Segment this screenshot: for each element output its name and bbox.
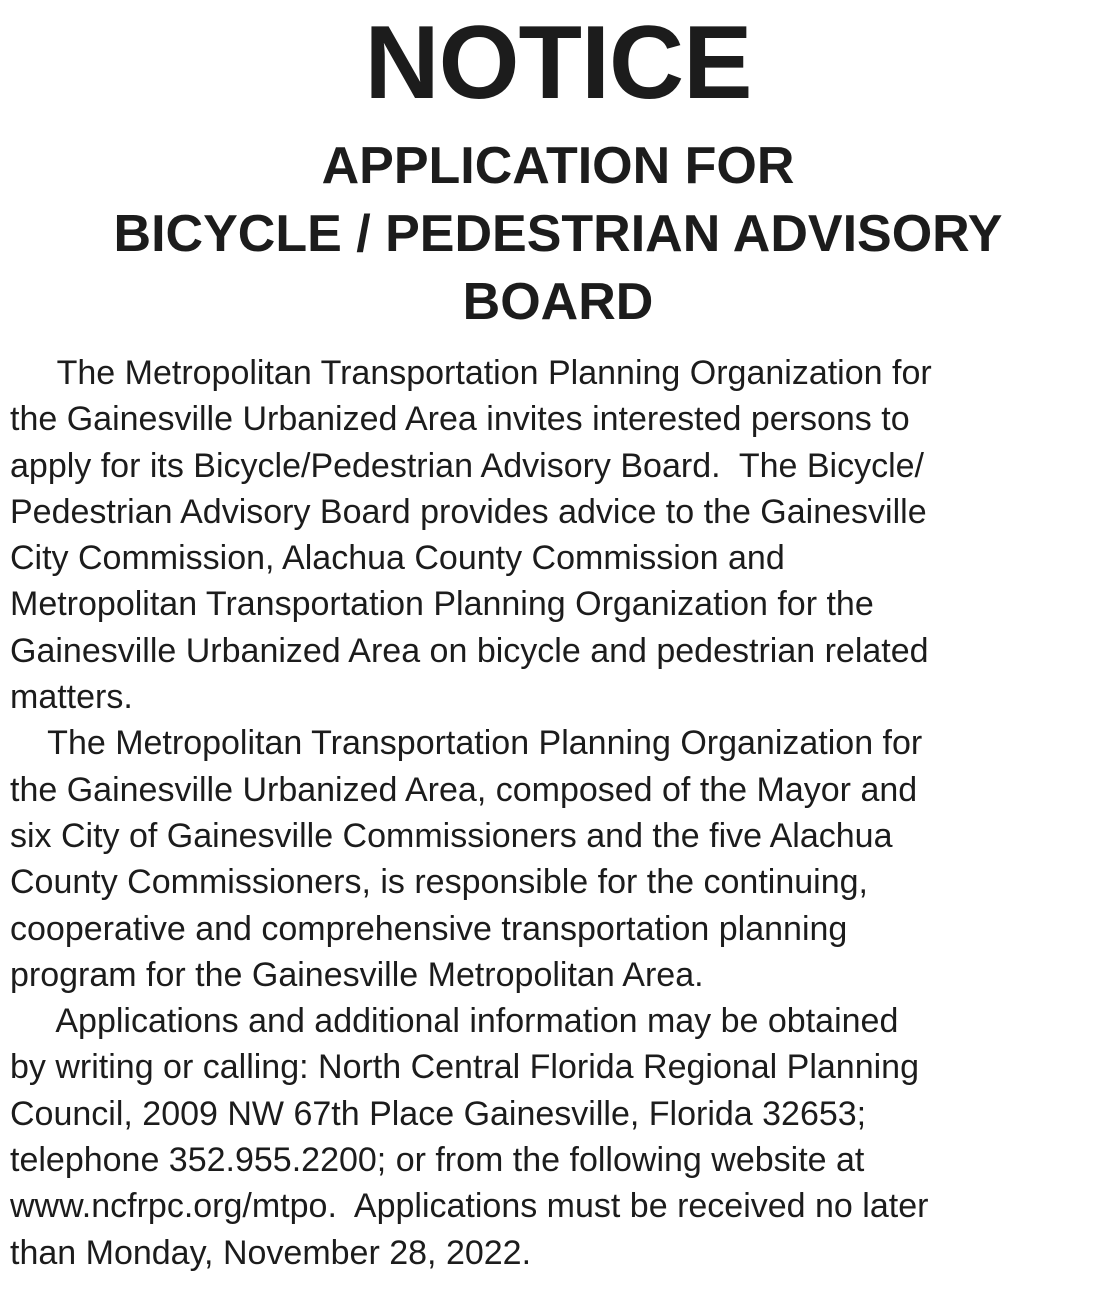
notice-body xyxy=(10,350,1106,1276)
body-line: apply for its Bicycle/Pedestrian Advisory Board. The Bicycle/ xyxy=(10,446,924,485)
body-line: City Commission, Alachua County Commission and xyxy=(10,539,785,578)
body-line: matters. xyxy=(10,678,133,717)
website-line: www.ncfrpc.org/mtpo. Applications must be received no later xyxy=(10,1187,929,1226)
body-line: Council, 2009 NW 67th Place Gainesville, Florida 32653; xyxy=(10,1094,867,1133)
body-line: The Metropolitan Transportation Planning Organization for xyxy=(10,724,923,763)
body-line: Pedestrian Advisory Board provides advice to the Gainesville xyxy=(10,492,927,531)
subtitle-line: BICYCLE / PEDESTRIAN ADVISORY xyxy=(113,205,1003,263)
notice-title: NOTICE xyxy=(364,5,752,121)
body-line: Applications and additional information may be obtained xyxy=(10,1002,899,1041)
body-line: The Metropolitan Transportation Planning Organization for xyxy=(10,354,932,392)
subtitle-line: BOARD xyxy=(462,273,654,331)
body-line: the Gainesville Urbanized Area, composed of the Mayor and xyxy=(10,770,918,809)
body-line: telephone 352.955.2200; or from the following website at xyxy=(10,1141,865,1180)
body-line: Metropolitan Transportation Planning Organization for the xyxy=(10,585,874,624)
notice-subtitle xyxy=(10,132,1106,336)
body-line: by writing or calling: North Central Florida Regional Planning xyxy=(10,1048,920,1087)
subtitle-line: APPLICATION FOR xyxy=(321,137,795,195)
body-line: County Commissioners, is responsible for the continuing, xyxy=(10,863,868,902)
body-line: Gainesville Urbanized Area on bicycle and pedestrian related xyxy=(10,631,929,670)
body-line: program for the Gainesville Metropolitan Area. xyxy=(10,955,704,994)
body-line: cooperative and comprehensive transportation planning xyxy=(10,909,848,948)
deadline-line: than Monday, November 28, 2022. xyxy=(10,1233,532,1272)
body-line: six City of Gainesville Commissioners and the five Alachua xyxy=(10,816,893,855)
body-line: the Gainesville Urbanized Area invites interested persons to xyxy=(10,400,910,439)
